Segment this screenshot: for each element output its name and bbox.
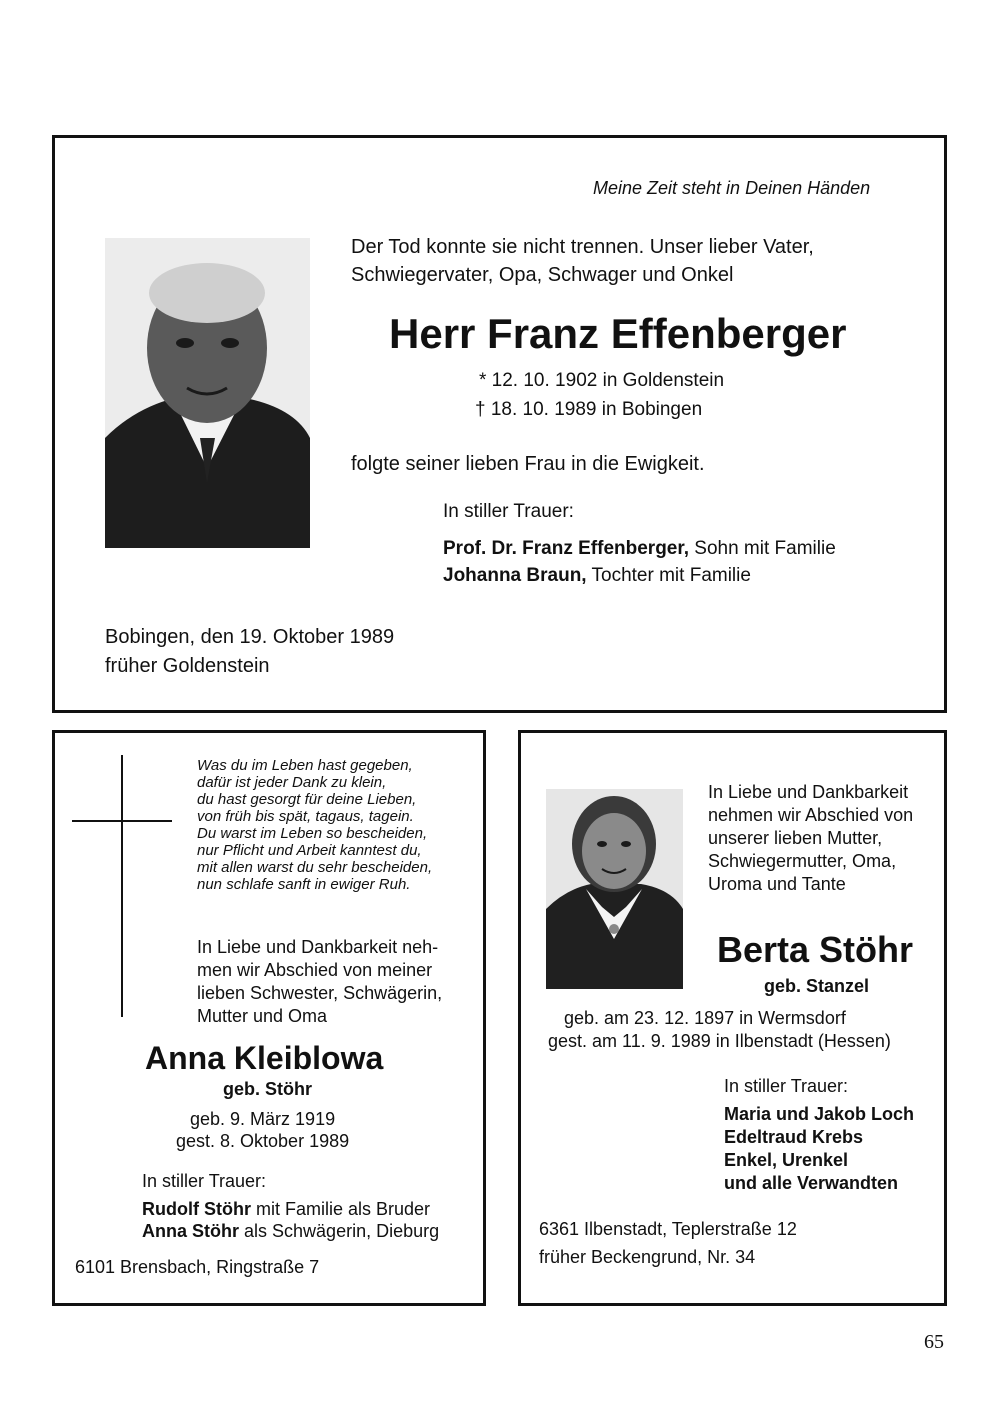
mourner-2 (142, 1221, 439, 1242)
address-line-1: 6361 Ilbenstadt, Teplerstraße 12 (539, 1219, 797, 1239)
poem-line: von früh bis spät, tagaus, tagein. (197, 808, 414, 825)
obituary-kleiblowa (52, 730, 486, 1306)
mourner-2-relation: als Schwägerin, Dieburg (244, 1221, 440, 1241)
mourner-1-name: Rudolf Stöhr (142, 1199, 251, 1219)
mourner: Maria und Jakob Loch (724, 1104, 915, 1124)
intro-line: Uroma und Tante (708, 874, 846, 894)
mourner-2-relation: Tochter mit Familie (591, 565, 751, 586)
maiden-name: geb. Stanzel (764, 976, 870, 996)
followed-text: folgte seiner lieben Frau in die Ewigkeit. (351, 453, 705, 475)
maiden-name: geb. Stöhr (223, 1079, 312, 1099)
portrait-photo (546, 789, 683, 989)
intro-line-2: Schwiegervater, Opa, Schwager und Onkel (351, 264, 734, 286)
birth-date: geb. am 23. 12. 1897 in Wermsdorf (564, 1008, 846, 1028)
mourner-2 (443, 565, 751, 587)
mourning-label: In stiller Trauer: (443, 501, 574, 522)
intro-line: lieben Schwester, Schwägerin, (197, 983, 443, 1003)
page-number: 65 (924, 1331, 944, 1353)
obituary-effenberger (52, 135, 947, 713)
mourner-1-relation: Sohn mit Familie (694, 538, 836, 559)
intro (708, 781, 913, 896)
mourners (724, 1103, 914, 1195)
portrait-photo (105, 238, 310, 548)
intro-line: In Liebe und Dankbarkeit neh- (197, 937, 439, 957)
death-date: gest. 8. Oktober 1989 (176, 1131, 350, 1151)
motto: Meine Zeit steht in Deinen Händen (593, 178, 871, 198)
poem-line: dafür ist jeder Dank zu klein, (197, 774, 387, 791)
mourner: Edeltraud Krebs (724, 1127, 864, 1147)
place-date: Bobingen, den 19. Oktober 1989 (105, 626, 395, 648)
poem (197, 757, 432, 893)
intro (197, 936, 442, 1028)
poem-line: Du warst im Leben so bescheiden, (197, 825, 428, 842)
intro-line: men wir Abschied von meiner (197, 960, 433, 980)
mourner: und alle Verwandten (724, 1173, 899, 1193)
address: 6101 Brensbach, Ringstraße 7 (75, 1257, 320, 1277)
poem-line: nun schlafe sanft in ewiger Ruh. (197, 876, 411, 893)
death-date: † 18. 10. 1989 in Bobingen (475, 399, 703, 420)
intro-line-1: Der Tod konnte sie nicht trennen. Unser lieber Vater, (351, 236, 814, 258)
intro-line: unserer lieben Mutter, (708, 828, 883, 848)
obituary-stoehr (518, 730, 947, 1306)
portrait-woman-icon (546, 789, 683, 989)
mourner-2-name: Johanna Braun, (443, 565, 587, 586)
mourning-label: In stiller Trauer: (142, 1171, 267, 1191)
mourner-2-name: Anna Stöhr (142, 1221, 239, 1241)
mourner-1 (142, 1199, 430, 1220)
mourning-label: In stiller Trauer: (724, 1076, 849, 1096)
deceased-name: Herr Franz Effenberger (389, 310, 847, 357)
intro-line: Mutter und Oma (197, 1006, 328, 1026)
deceased-name: Anna Kleiblowa (145, 1040, 384, 1076)
address-line-2: früher Beckengrund, Nr. 34 (539, 1247, 756, 1267)
portrait-man-icon (105, 238, 310, 548)
birth-date: geb. 9. März 1919 (190, 1109, 336, 1129)
deceased-name: Berta Stöhr (717, 929, 914, 970)
death-date: gest. am 11. 9. 1989 in Ilbenstadt (Hessen) (548, 1031, 891, 1051)
intro-line: Schwiegermutter, Oma, (708, 851, 897, 871)
birth-date: * 12. 10. 1902 in Goldenstein (479, 370, 725, 391)
poem-line: mit allen warst du sehr bescheiden, (197, 859, 433, 876)
intro-line: In Liebe und Dankbarkeit (708, 782, 909, 802)
intro-line: nehmen wir Abschied von (708, 805, 914, 825)
mourner-1-name: Prof. Dr. Franz Effenberger, (443, 538, 689, 559)
poem-line: du hast gesorgt für deine Lieben, (197, 791, 417, 808)
mourner-1-relation: mit Familie als Bruder (256, 1199, 431, 1219)
mourner: Enkel, Urenkel (724, 1150, 849, 1170)
mourner-1 (443, 538, 836, 560)
poem-line: Was du im Leben hast gegeben, (197, 757, 413, 774)
cross-icon (72, 755, 172, 1017)
poem-line: nur Pflicht und Arbeit kanntest du, (197, 842, 422, 859)
former-residence: früher Goldenstein (105, 655, 270, 677)
